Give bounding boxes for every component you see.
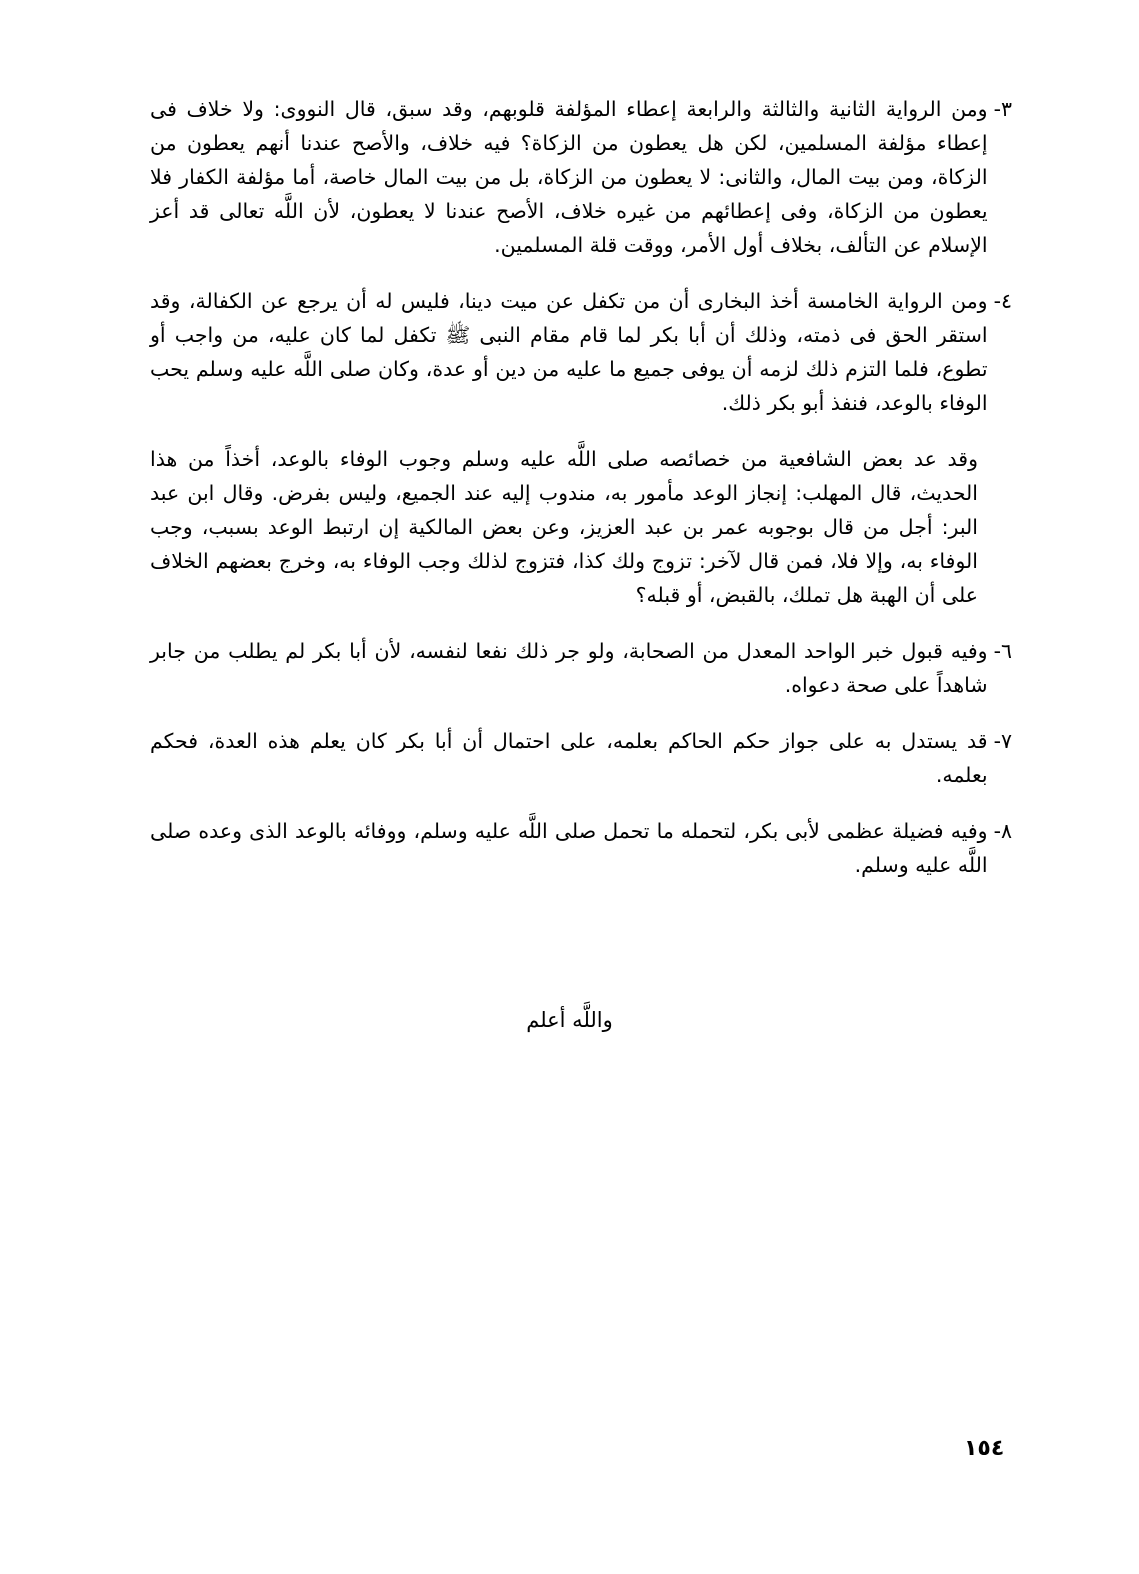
item-text: قد يستدل به على جواز حكم الحاكم بعلمه، على احتمال أن أبا بكر كان يعلم هذه العدة، فحكم بعلمه. — [150, 729, 988, 787]
item-number: ٧- — [993, 729, 1012, 753]
item-number: ٦- — [993, 639, 1012, 663]
item-text: وفيه فضيلة عظمى لأبى بكر، لتحمله ما تحمل صلى اللَّه عليه وسلم، ووفائه بالوعد الذى وعده صلى اللَّه عليه وسلم. — [150, 819, 988, 877]
closing-phrase: واللَّه أعلم — [526, 1008, 613, 1032]
list-item-6 — [150, 634, 1012, 702]
item-text: ومن الرواية الثانية والثالثة والرابعة إعطاء المؤلفة قلوبهم، وقد سبق، قال النووى: ولا خلاف فى إعطاء مؤلفة المسلمين، لكن هل يعطون من الزكاة؟ فيه خلاف، والأصح عندنا أنهم يعطون من الزكاة، ومن بيت المال، والثانى: لا يعطون من الزكاة، بل من بيت المال خاصة، أما مؤلفة الكفار فلا يعطون من الزكاة، وفى إعطائهم من غيره خلاف، الأصح عندنا لا يعطون، لأن اللَّه تعالى قد أعز الإسلام عن التألف، بخلاف أول الأمر، ووقت قلة المسلمين. — [150, 97, 988, 257]
list-item-7 — [150, 724, 1012, 792]
page-number: ١٥٤ — [964, 1436, 1005, 1461]
item-text: وفيه قبول خبر الواحد المعدل من الصحابة، ولو جر ذلك نفعا لنفسه، لأن أبا بكر لم يطلب من جابر شاهداً على صحة دعواه. — [150, 639, 988, 697]
item-number: ٣- — [993, 97, 1012, 121]
list-item-8 — [150, 814, 1012, 882]
list-item-4 — [150, 284, 1012, 420]
item-text: ومن الرواية الخامسة أخذ البخارى أن من تكفل عن ميت دينا، فليس له أن يرجع عن الكفالة، وقد استقر الحق فى ذمته، وذلك أن أبا بكر لما قام مقام النبى ﷺ تكفل لما كان عليه، من واجب أو تطوع، فلما التزم ذلك لزمه أن يوفى جميع ما عليه من دين أو عدة، وكان صلى اللَّه عليه وسلم يحب الوفاء بالوعد، فنفذ أبو بكر ذلك. — [150, 289, 988, 415]
list-item-3 — [150, 92, 1012, 262]
page-body — [150, 92, 1012, 904]
body-paragraph: وقد عد بعض الشافعية من خصائصه صلى اللَّه عليه وسلم وجوب الوفاء بالوعد، أخذاً من هذا الحديث، قال المهلب: إنجاز الوعد مأمور به، مندوب إليه عند الجميع، وليس بفرض. وقال ابن عبد البر: أجل من قال بوجوبه عمر بن عبد العزيز، وعن بعض المالكية إن ارتبط الوعد بسبب، وجب الوفاء به، وإلا فلا، فمن قال لآخر: تزوج ولك كذا، فتزوج لذلك وجب الوفاء به، وخرج بعضهم الخلاف على أن الهبة هل تملك، بالقبض، أو قبله؟ — [150, 447, 978, 607]
item-number: ٤- — [993, 289, 1012, 313]
item-number: ٨- — [993, 819, 1012, 843]
